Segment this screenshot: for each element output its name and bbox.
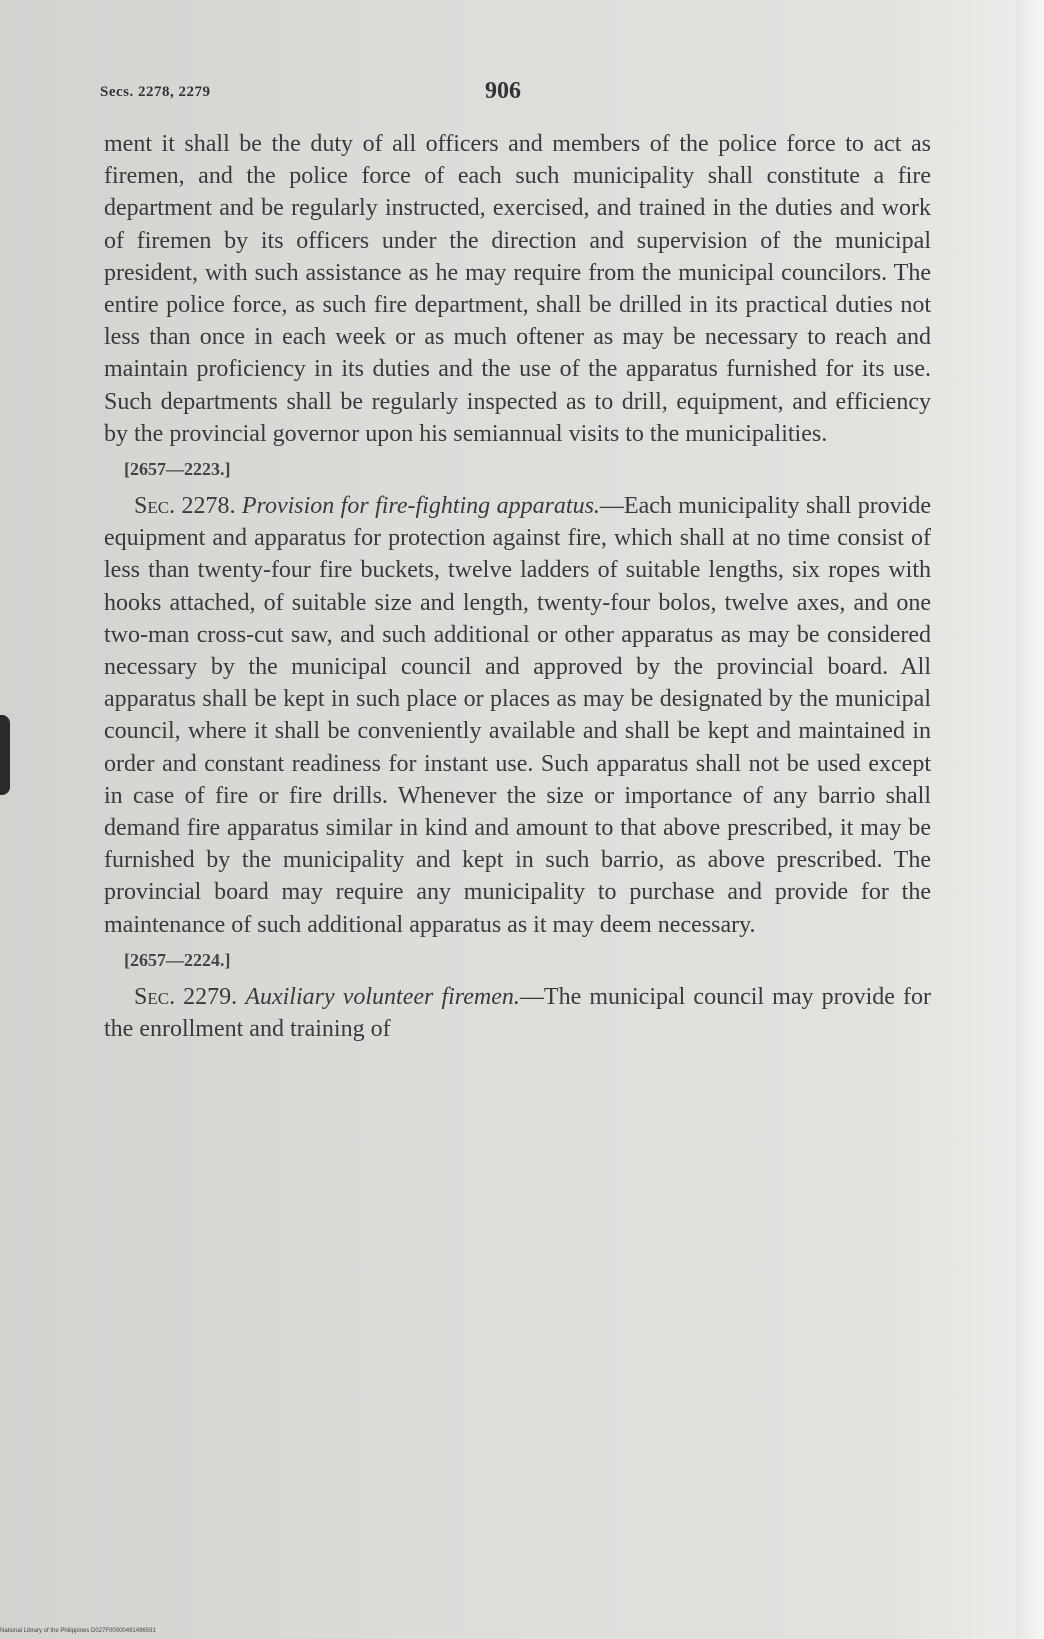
page-header [100, 78, 920, 108]
continuation-paragraph: ment it shall be the duty of all officers and members of the police force to act as firemen, and the police force of each such municipality shall constitute a fire department and be regularly instructed, exercised, and trained in the duties and work of firemen by its officers under the direction and supervision of the municipal president, with such assistance as he may require from the municipal councilors. The entire police force, as such fire department, shall be drilled in its practical duties not less than once in each week or as much oftener as may be necessary to reach and maintain proficiency in its duties and the use of the apparatus furnished for its use. Such departments shall be regularly inspected as to drill, equipment, and efficiency by the provincial governor upon his semiannual visits to the municipalities. [104, 131, 931, 447]
section-label: Sec. 2279. [134, 983, 238, 1010]
body-text [104, 128, 931, 1045]
section-title: Provision for fire-fighting apparatus. [241, 493, 600, 520]
section-range: Secs. 2278, 2279 [100, 84, 211, 100]
page-number: 906 [485, 78, 521, 104]
source-reference: [2657—2223.] [124, 459, 231, 480]
source-reference: [2657—2224.] [124, 949, 231, 970]
scan-footer: National Library of the Philippines D027F00000491496591 [0, 1628, 156, 1634]
section-text: —The municipal council may provide for the enrollment and training of [104, 983, 932, 1043]
section-paragraph [104, 981, 931, 1045]
section-label: Sec. 2278. [134, 493, 236, 520]
section-text: —Each municipality shall provide equipment and apparatus for protection against fire, which shall at no time consist of less than twenty-four fire buckets, twelve ladders of suitable lengths, six ropes with hooks attached, of suitable size and length, twenty-four bolos, twelve axes, and one two-man cross-cut saw, and such additional or other apparatus as may be considered necessary by the municipal council and approved by the provincial board. All apparatus shall be kept in such place or places as may be designated by the municipal council, where it shall be conveniently available and shall be kept and maintained in order and constant readiness for instant use. Such apparatus shall not be used except in case of fire or fire drills. Whenever the size or importance of any barrio shall demand fire apparatus similar in kind and amount to that above prescribed, it may be furnished by the municipality and kept in such barrio, as above prescribed. The provincial board may require any municipality to purchase and provide for the maintenance of such additional apparatus as it may deem necessary. [104, 493, 931, 938]
section-paragraph [104, 490, 931, 941]
page-edge [1016, 0, 1044, 1639]
section-title: Auxiliary volunteer firemen. [245, 983, 520, 1010]
binding-mark [0, 715, 10, 795]
